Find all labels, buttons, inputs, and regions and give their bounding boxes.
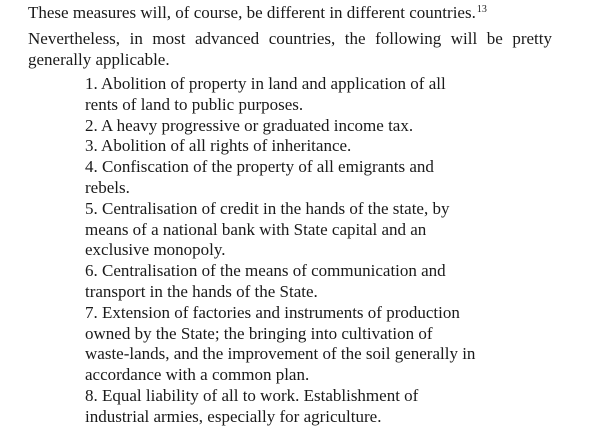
measure-line: exclusive monopoly.: [85, 240, 226, 260]
measure-item-1: [85, 74, 505, 116]
measure-line: 4. Confiscation of the property of all emigrants and: [85, 157, 434, 177]
measure-item-3: [85, 136, 505, 157]
measure-line: accordance with a common plan.: [85, 365, 310, 385]
measure-item-8: [85, 386, 505, 428]
measure-line: 3. Abolition of all rights of inheritance.: [85, 136, 352, 156]
measure-line: 6. Centralisation of the means of communication and: [85, 261, 446, 281]
measure-line: rebels.: [85, 177, 130, 197]
measure-line: transport in the hands of the State.: [85, 281, 318, 301]
measure-item-6: [85, 261, 505, 303]
intro-text: These measures will, of course, be different in different countries.: [28, 3, 476, 22]
measure-item-2: [85, 116, 505, 137]
measure-line: waste-lands, and the improvement of the soil generally in: [85, 344, 476, 364]
measure-line: 7. Extension of factories and instruments of production: [85, 302, 460, 322]
applicability-paragraph: [28, 28, 552, 70]
measure-line: 2. A heavy progressive or graduated income tax.: [85, 115, 414, 135]
applicability-line-1: Nevertheless, in most advanced countries, the following will be pretty: [28, 29, 552, 48]
measure-item-5: [85, 199, 505, 261]
measure-line: industrial armies, especially for agriculture.: [85, 406, 382, 426]
applicability-line-2: generally applicable.: [28, 50, 170, 69]
measure-line: rents of land to public purposes.: [85, 94, 304, 114]
measure-line: 1. Abolition of property in land and application of all: [85, 74, 446, 93]
measure-item-4: [85, 157, 505, 199]
measure-line: 5. Centralisation of credit in the hands of the state, by: [85, 198, 450, 218]
intro-paragraph: [28, 2, 552, 23]
measure-item-7: [85, 303, 505, 386]
measure-line: means of a national bank with State capital and an: [85, 219, 427, 239]
measures-list: [85, 74, 505, 428]
measure-line: 8. Equal liability of all to work. Establishment of: [85, 385, 419, 405]
measure-line: owned by the State; the bringing into cultivation of: [85, 323, 433, 343]
footnote-marker[interactable]: 13: [476, 4, 487, 15]
